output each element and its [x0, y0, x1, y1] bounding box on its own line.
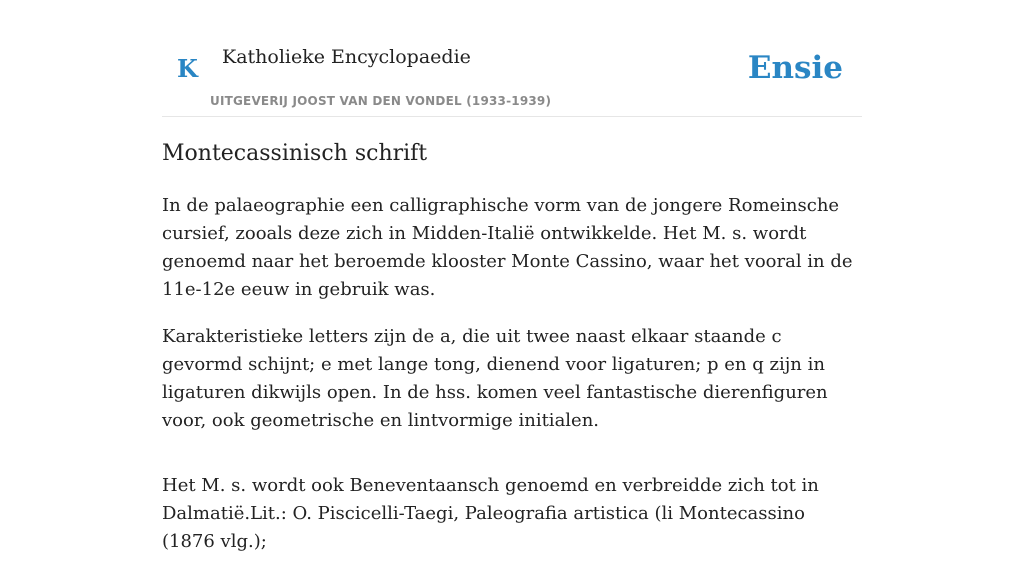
article-title: Montecassinisch schrift: [162, 141, 428, 166]
publication-title[interactable]: Katholieke Encyclopaedie: [222, 46, 471, 68]
publication-logo[interactable]: K: [177, 54, 198, 83]
article-paragraph: In de palaeographie een calligraphische vorm van de jongere Romeinsche cursief, zooals deze zich in Midden-Italië ontwikkelde. Het M. s. wordt genoemd naar het beroemde klooster Monte Cassino, waar het vooral in de 11e-12e eeuw in gebruik was.: [162, 195, 853, 300]
article-body: [162, 192, 862, 575]
site-header: [162, 40, 862, 117]
article-paragraph: Karakteristieke letters zijn de a, die uit twee naast elkaar staande c gevormd schijnt; e met lange tong, dienend voor ligaturen; p en q zijn in ligaturen dikwijls open. In de hss. komen veel fantastische dierenfiguren voor, ook geometrische en lintvormige initialen.: [162, 326, 828, 431]
article-paragraph: Het M. s. wordt ook Beneventaansch genoemd en verbreidde zich tot in Dalmatië.Lit.: O. Piscicelli-Taegi, Paleografia artistica (li Montecassino (1876 vlg.);: [162, 475, 819, 552]
publisher-line: UITGEVERIJ JOOST VAN DEN VONDEL (1933-1939): [210, 94, 552, 108]
ensie-brand-logo[interactable]: Ensie: [747, 50, 843, 86]
